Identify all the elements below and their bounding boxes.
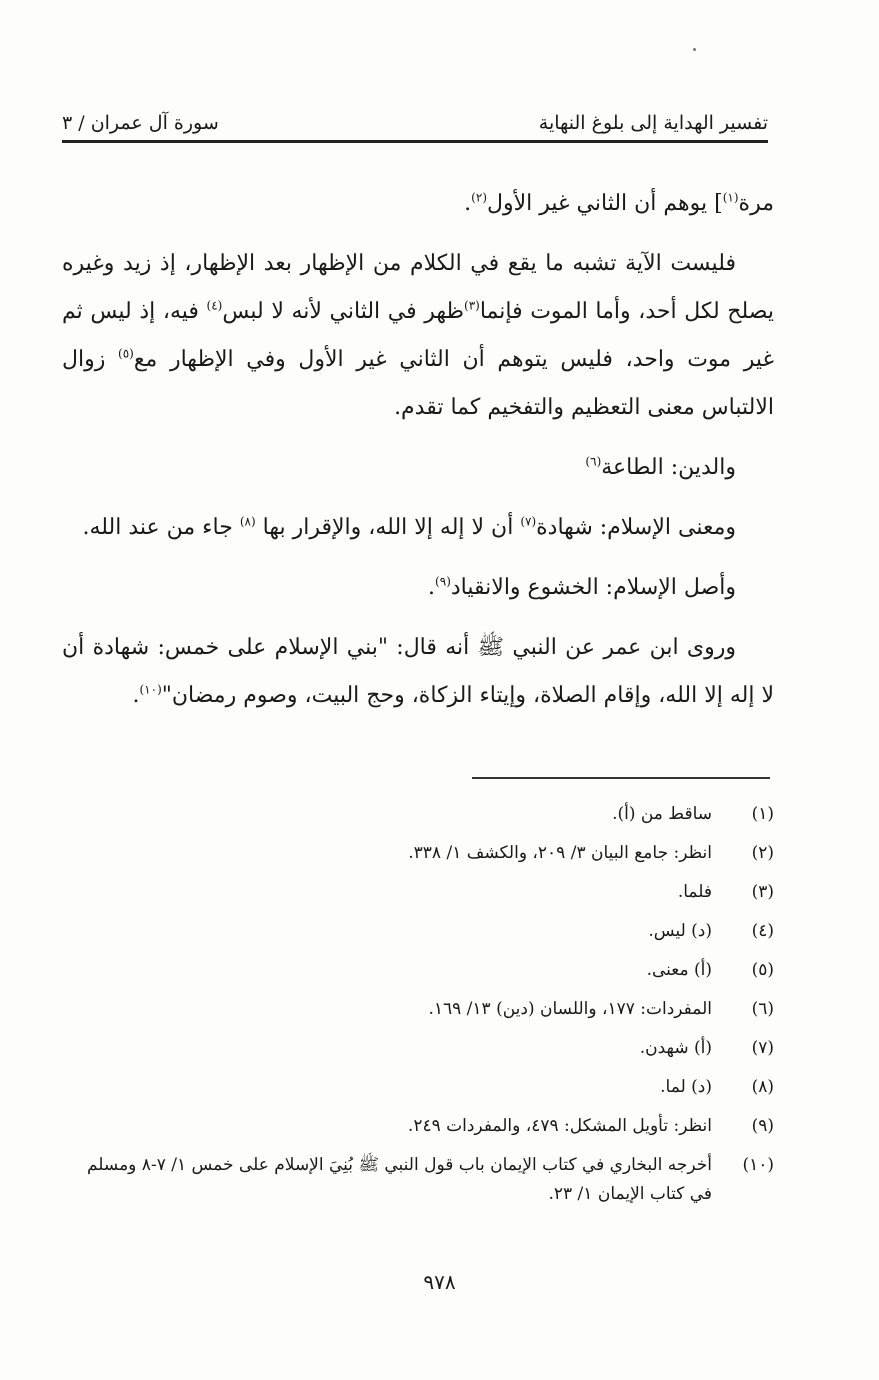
footnote: [62, 878, 774, 907]
text-run: أن لا إله إلا الله، والإقرار بها: [255, 515, 521, 540]
footnote-separator: [472, 777, 770, 779]
footnote: [62, 917, 774, 946]
book-title: تفسير الهداية إلى بلوغ النهاية: [538, 112, 768, 134]
footnote: [62, 1112, 774, 1141]
text-run: ظهر في الثاني لأنه لا لبس: [222, 299, 465, 324]
footnote-text: (د) ليس.: [648, 921, 712, 941]
footnote-ref: (١): [722, 190, 739, 205]
footnote-ref: (١٠): [139, 682, 162, 697]
paragraph-4: [62, 504, 774, 552]
footnote: [62, 839, 774, 868]
text-run: .: [428, 575, 436, 600]
text-run: وروى ابن عمر عن النبي ﷺ أنه قال: "بني الإسلام على خمس: شهادة أن لا إله إلا الله، وإقام الصلاة، وإيتاء الزكاة، وحج البيت، وصوم رمضان": [62, 635, 774, 708]
footnote-ref: (٨): [239, 514, 256, 529]
footnote: [62, 1151, 774, 1209]
text-run: مرة: [738, 191, 774, 216]
text-run: .: [464, 191, 472, 216]
footnote-number: (٢): [751, 843, 774, 863]
footnote-text: فلما.: [677, 882, 712, 902]
footnote-number: (٥): [751, 960, 774, 980]
main-text: [62, 180, 774, 732]
footnote-ref: (٧): [520, 514, 537, 529]
footnote-ref: (٦): [585, 454, 602, 469]
text-run: ومعنى الإسلام: شهادة: [536, 515, 736, 540]
text-run: .: [132, 683, 140, 708]
footnote-number: (٦): [751, 999, 774, 1019]
footnote-number: (٨): [751, 1077, 774, 1097]
surah-label: سورة آل عمران / ٣: [62, 112, 219, 134]
text-run: زوال الالتباس معنى التعظيم والتفخيم كما تقدم.: [62, 347, 774, 420]
text-run: جاء من عند الله.: [82, 515, 240, 540]
footnote-ref: (٤): [206, 298, 223, 313]
footnote: [62, 1034, 774, 1063]
footnote-ref: (٣): [464, 298, 480, 313]
footnote-number: (٧): [751, 1038, 774, 1058]
footnote: [62, 800, 774, 829]
paragraph-3: [62, 444, 774, 492]
footnote-ref: (٩): [435, 574, 451, 589]
footnote-text: انظر: جامع البيان ٣/ ٢٠٩، والكشف ١/ ٣٣٨.: [408, 843, 712, 863]
text-run: فليست الآية تشبه ما يقع في الكلام من الإظهار بعد الإظهار، إذ زيد وغيره يصلح لكل أحد، وأما الموت فإنما: [62, 251, 774, 324]
text-run: فيه، إذ ليس ثم غير موت واحد، فليس يتوهم أن الثاني غير الأول وفي الإظهار مع: [62, 299, 774, 372]
paragraph-6: [62, 624, 774, 720]
page-number: ٩٧٨: [423, 1270, 456, 1294]
footnote-text: ساقط من (أ).: [612, 804, 712, 824]
footnote-number: (٩): [751, 1116, 774, 1136]
footnote-text: المفردات: ١٧٧، واللسان (دين) ١٣/ ١٦٩.: [428, 999, 712, 1019]
footnote-text: انظر: تأويل المشكل: ٤٧٩، والمفردات ٢٤٩.: [407, 1116, 712, 1136]
footnote-text: (أ) معنى.: [646, 960, 712, 980]
footnote-text: أخرجه البخاري في كتاب الإيمان باب قول النبي ﷺ بُنِيَ الإسلام على خمس ١/ ٧-٨ ومسلم في كتاب الإيمان ١/ ٢٣.: [86, 1155, 712, 1204]
footnote-ref: (٥): [118, 346, 134, 361]
footnote: [62, 995, 774, 1024]
text-run: ] يوهم أن الثاني غير الأول: [487, 191, 723, 216]
footnote-number: (١٠): [742, 1155, 774, 1175]
footnote-number: (١): [751, 804, 774, 824]
text-run: وأصل الإسلام: الخشوع والانقياد: [450, 575, 736, 600]
paragraph-2: [62, 240, 774, 432]
footnote: [62, 1073, 774, 1102]
paragraph-5: [62, 564, 774, 612]
footnotes: [62, 800, 774, 1219]
text-run: والدين: الطاعة: [601, 455, 736, 480]
footnote-ref: (٢): [471, 190, 487, 205]
footnote-text: (د) لما.: [660, 1077, 712, 1097]
footnote-number: (٤): [751, 921, 774, 941]
scan-speck: [693, 48, 696, 51]
footnote: [62, 956, 774, 985]
paragraph-1: [62, 180, 774, 228]
running-header: [62, 112, 768, 143]
footnote-number: (٣): [751, 882, 774, 902]
footnote-text: (أ) شهدن.: [639, 1038, 712, 1058]
